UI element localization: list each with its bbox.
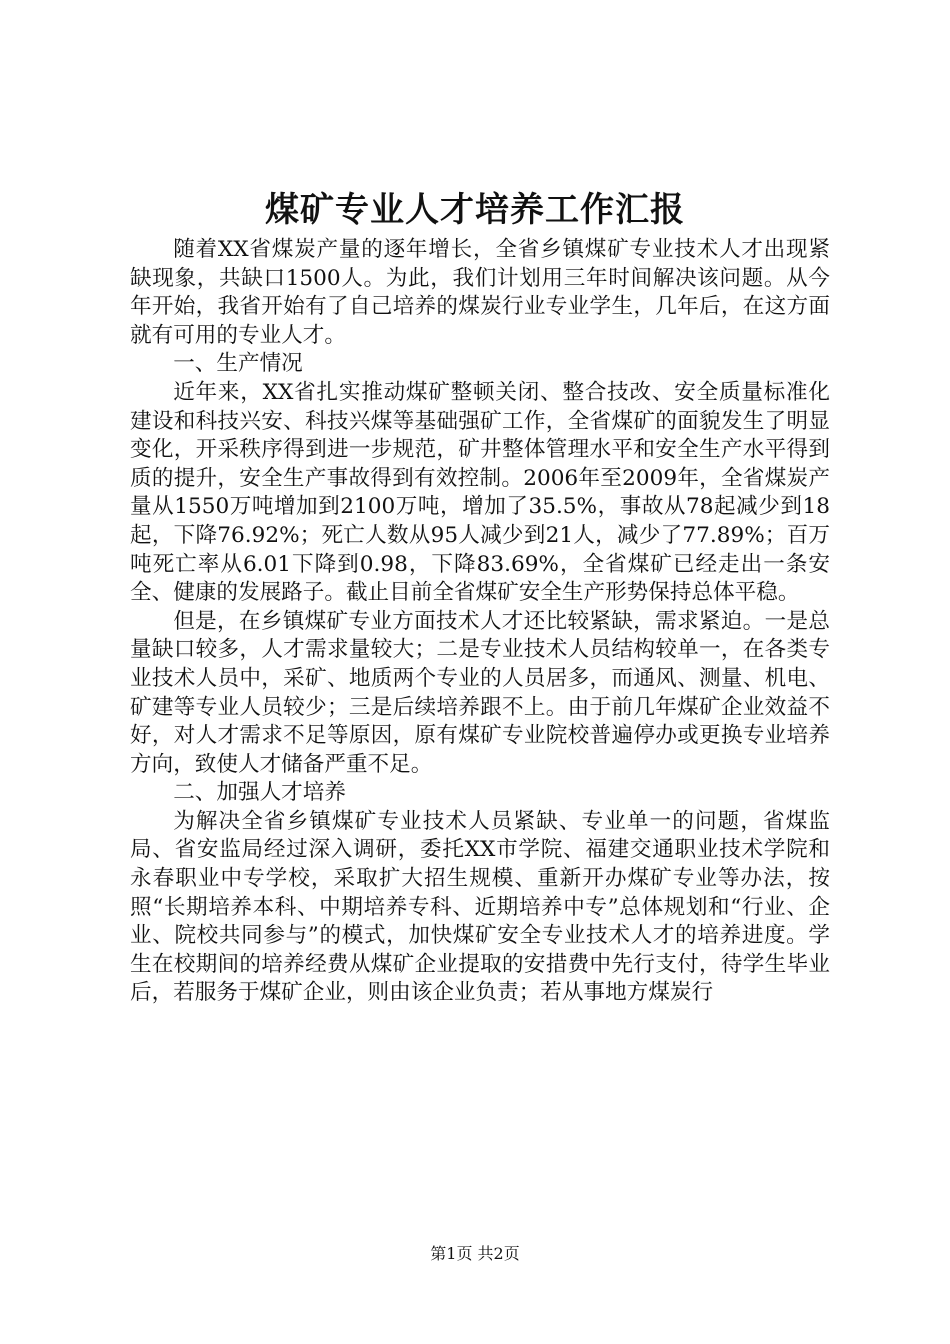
paragraph-intro: 随着XX省煤炭产量的逐年增长，全省乡镇煤矿专业技术人才出现紧缺现象，共缺口1500人。为此，我们计划用三年时间解决该问题。从今年开始，我省开始有了自己培养的煤炭行业专业学生，几年后，在这方面就有可用的专业人才。 [130, 237, 830, 348]
paragraph-training: 为解决全省乡镇煤矿专业技术人员紧缺、专业单一的问题，省煤监局、省安监局经过深入调研，委托XX市学院、福建交通职业技术学院和永春职业中专学校，采取扩大招生规模、重新开办煤矿专业等办法，按照“长期培养本科、中期培养专科、近期培养中专”总体规划和“行业、企业、院校共同参与”的模式，加快煤矿安全专业技术人才的培养进度。学生在校期间的培养经费从煤矿企业提取的安措费中先行支付，待学生毕业后，若服务于煤矿企业，则由该企业负责；若从事地方煤炭行 [130, 808, 830, 1006]
paragraph-production: 近年来，XX省扎实推动煤矿整顿关闭、整合技改、安全质量标准化建设和科技兴安、科技兴煤等基础强矿工作，全省煤矿的面貌发生了明显变化，开采秩序得到进一步规范，矿井整体管理水平和安全生产水平得到质的提升，安全生产事故得到有效控制。2006年至2009年，全省煤炭产量从1550万吨增加到2100万吨，增加了35.5%，事故从78起减少到18起，下降76.92%；死亡人数从95人减少到21人，减少了77.89%；百万吨死亡率从6.01下降到0.98，下降83.69%，全省煤矿已经走出一条安全、健康的发展路子。截止目前全省煤矿安全生产形势保持总体平稳。 [130, 379, 830, 606]
document-title: 煤矿专业人才培养工作汇报 [265, 190, 685, 230]
page-footer: 第1页 共2页 [430, 1244, 520, 1263]
section-heading-training: 二、加强人才培养 [173, 780, 346, 806]
paragraph-shortage: 但是，在乡镇煤矿专业方面技术人才还比较紧缺，需求紧迫。一是总量缺口较多，人才需求量较大；二是专业技术人员结构较单一，在各类专业技术人员中，采矿、地质两个专业的人员居多，而通风、测量、机电、矿建等专业人员较少；三是后续培养跟不上。由于前几年煤矿企业效益不好，对人才需求不足等原因，原有煤矿专业院校普遍停办或更换专业培养方向，致使人才储备严重不足。 [130, 608, 830, 777]
document-body [130, 236, 830, 1008]
section-heading-production: 一、生产情况 [173, 351, 303, 377]
